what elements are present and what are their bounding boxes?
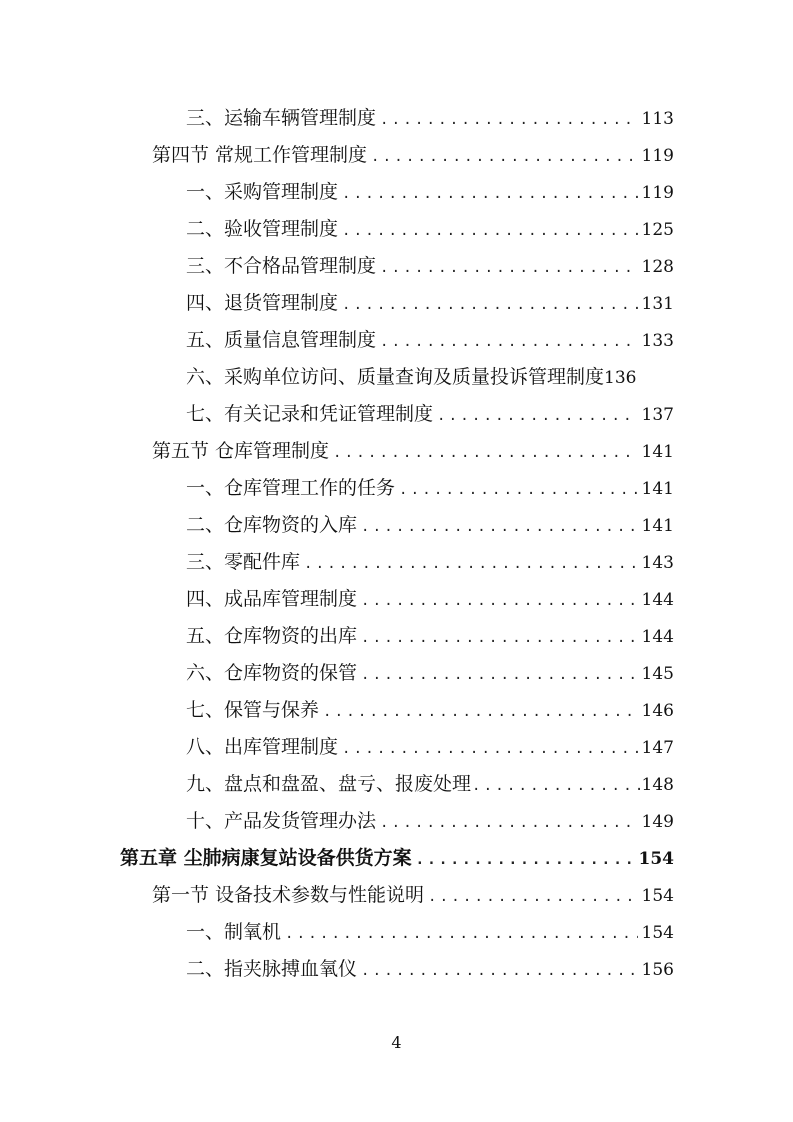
toc-leader-dots [361, 583, 638, 620]
toc-entry-page: 146 [641, 701, 674, 721]
toc-entry-title: 七、有关记录和凭证管理制度 [186, 403, 434, 425]
toc-entry-page: 141 [641, 516, 674, 536]
toc-entry-page: 128 [641, 257, 674, 277]
toc-leader-dots [333, 435, 638, 472]
toc-entry-title: 七、保管与保养 [186, 699, 320, 721]
toc-entry[interactable] [152, 877, 674, 914]
toc-leader-dots [361, 509, 638, 546]
toc-entry-page: 113 [641, 109, 674, 129]
toc-entry-title: 第一节 设备技术参数与性能说明 [152, 884, 425, 906]
toc-chapter-entry[interactable] [120, 840, 674, 877]
toc-entry-page: 125 [641, 220, 674, 240]
toc-entry-title: 二、指夹脉搏血氧仪 [186, 958, 358, 980]
toc-entry-page: 147 [641, 738, 674, 758]
toc-entry[interactable] [186, 359, 674, 396]
toc-leader-dots [342, 213, 638, 250]
toc-entry-title: 第五节 仓库管理制度 [152, 440, 330, 462]
toc-leader-dots [361, 657, 638, 694]
toc-entry[interactable] [186, 729, 674, 766]
toc-entry-title: 十、产品发货管理办法 [186, 810, 377, 832]
toc-entry-title: 六、仓库物资的保管 [186, 662, 358, 684]
toc-entry-page: 133 [641, 331, 674, 351]
toc-entry-page: 119 [641, 183, 674, 203]
toc-entry-title: 五、仓库物资的出库 [186, 625, 358, 647]
toc-entry[interactable] [186, 507, 674, 544]
toc-entry-title: 三、运输车辆管理制度 [186, 107, 377, 129]
toc-entry[interactable] [186, 914, 674, 951]
toc-entry[interactable] [186, 581, 674, 618]
toc-leader-dots [428, 879, 638, 916]
toc-entry-page: 149 [641, 812, 674, 832]
toc-entry-title: 二、验收管理制度 [186, 218, 339, 240]
toc-entry-title: 一、仓库管理工作的任务 [186, 477, 396, 499]
toc-entry[interactable] [152, 433, 674, 470]
toc-leader-dots [437, 398, 638, 435]
toc-entry-title: 二、仓库物资的入库 [186, 514, 358, 536]
toc-leader-dots [380, 250, 638, 287]
toc-entry[interactable] [186, 248, 674, 285]
toc-entry-page: 144 [641, 627, 674, 647]
toc-leader-dots [342, 731, 638, 768]
toc-entry[interactable] [186, 470, 674, 507]
toc-entry-title: 第五章 尘肺病康复站设备供货方案 [120, 847, 412, 869]
toc-entry-title: 八、出库管理制度 [186, 736, 339, 758]
toc-entry-title: 三、零配件库 [186, 551, 301, 573]
toc-leader-dots [342, 287, 638, 324]
toc-leader-dots [371, 139, 638, 176]
toc-leader-dots [285, 916, 638, 953]
toc-leader-dots [472, 768, 641, 805]
toc-entry-page: 143 [641, 553, 674, 573]
toc-leader-dots [380, 324, 638, 361]
toc-entry[interactable] [186, 100, 674, 137]
toc-entry[interactable] [152, 137, 674, 174]
toc-entry-page: 136 [604, 368, 637, 388]
toc-entry-page: 144 [641, 590, 674, 610]
toc-entry-title: 四、退货管理制度 [186, 292, 339, 314]
toc-entry-title: 一、制氧机 [186, 921, 282, 943]
toc-entry-title: 六、采购单位访问、质量查询及质量投诉管理制度 [186, 366, 605, 388]
toc-leader-dots [399, 472, 638, 509]
toc-entry-page: 145 [641, 664, 674, 684]
toc-entry-page: 119 [641, 146, 674, 166]
toc-leader-dots [361, 620, 638, 657]
toc-entry-title: 一、采购管理制度 [186, 181, 339, 203]
toc-entry[interactable] [186, 618, 674, 655]
toc-entry[interactable] [186, 396, 674, 433]
toc-entry-page: 137 [641, 405, 674, 425]
toc-entry[interactable] [186, 692, 674, 729]
toc-leader-dots [361, 953, 638, 990]
toc-entry-page: 148 [641, 775, 674, 795]
toc-leader-dots [342, 176, 638, 213]
toc-entry[interactable] [186, 211, 674, 248]
toc-entry-page: 141 [641, 479, 674, 499]
toc-leader-dots [323, 694, 638, 731]
toc-entry[interactable] [186, 655, 674, 692]
toc-entry-page: 154 [638, 849, 674, 869]
toc-entry[interactable] [186, 174, 674, 211]
toc-entry-page: 154 [641, 923, 674, 943]
toc-entry-title: 四、成品库管理制度 [186, 588, 358, 610]
toc-entry-page: 131 [641, 294, 674, 314]
toc-entry-page: 141 [641, 442, 674, 462]
toc-entry[interactable] [186, 766, 674, 803]
toc-entry-title: 第四节 常规工作管理制度 [152, 144, 368, 166]
toc-leader-dots [304, 546, 638, 583]
page-number: 4 [391, 1033, 402, 1052]
toc-entry[interactable] [186, 951, 674, 988]
toc-leader-dots [380, 805, 638, 842]
toc-entry[interactable] [186, 285, 674, 322]
toc-entry-page: 154 [641, 886, 674, 906]
toc-entry[interactable] [186, 803, 674, 840]
toc-entry-page: 156 [641, 960, 674, 980]
toc-entry[interactable] [186, 544, 674, 581]
toc-entry[interactable] [186, 322, 674, 359]
toc-leader-dots [416, 842, 635, 879]
toc-entry-title: 五、质量信息管理制度 [186, 329, 377, 351]
toc-entry-title: 三、不合格品管理制度 [186, 255, 377, 277]
toc-entry-title: 九、盘点和盘盈、盘亏、报废处理 [186, 773, 472, 795]
toc-leader-dots [380, 102, 638, 139]
